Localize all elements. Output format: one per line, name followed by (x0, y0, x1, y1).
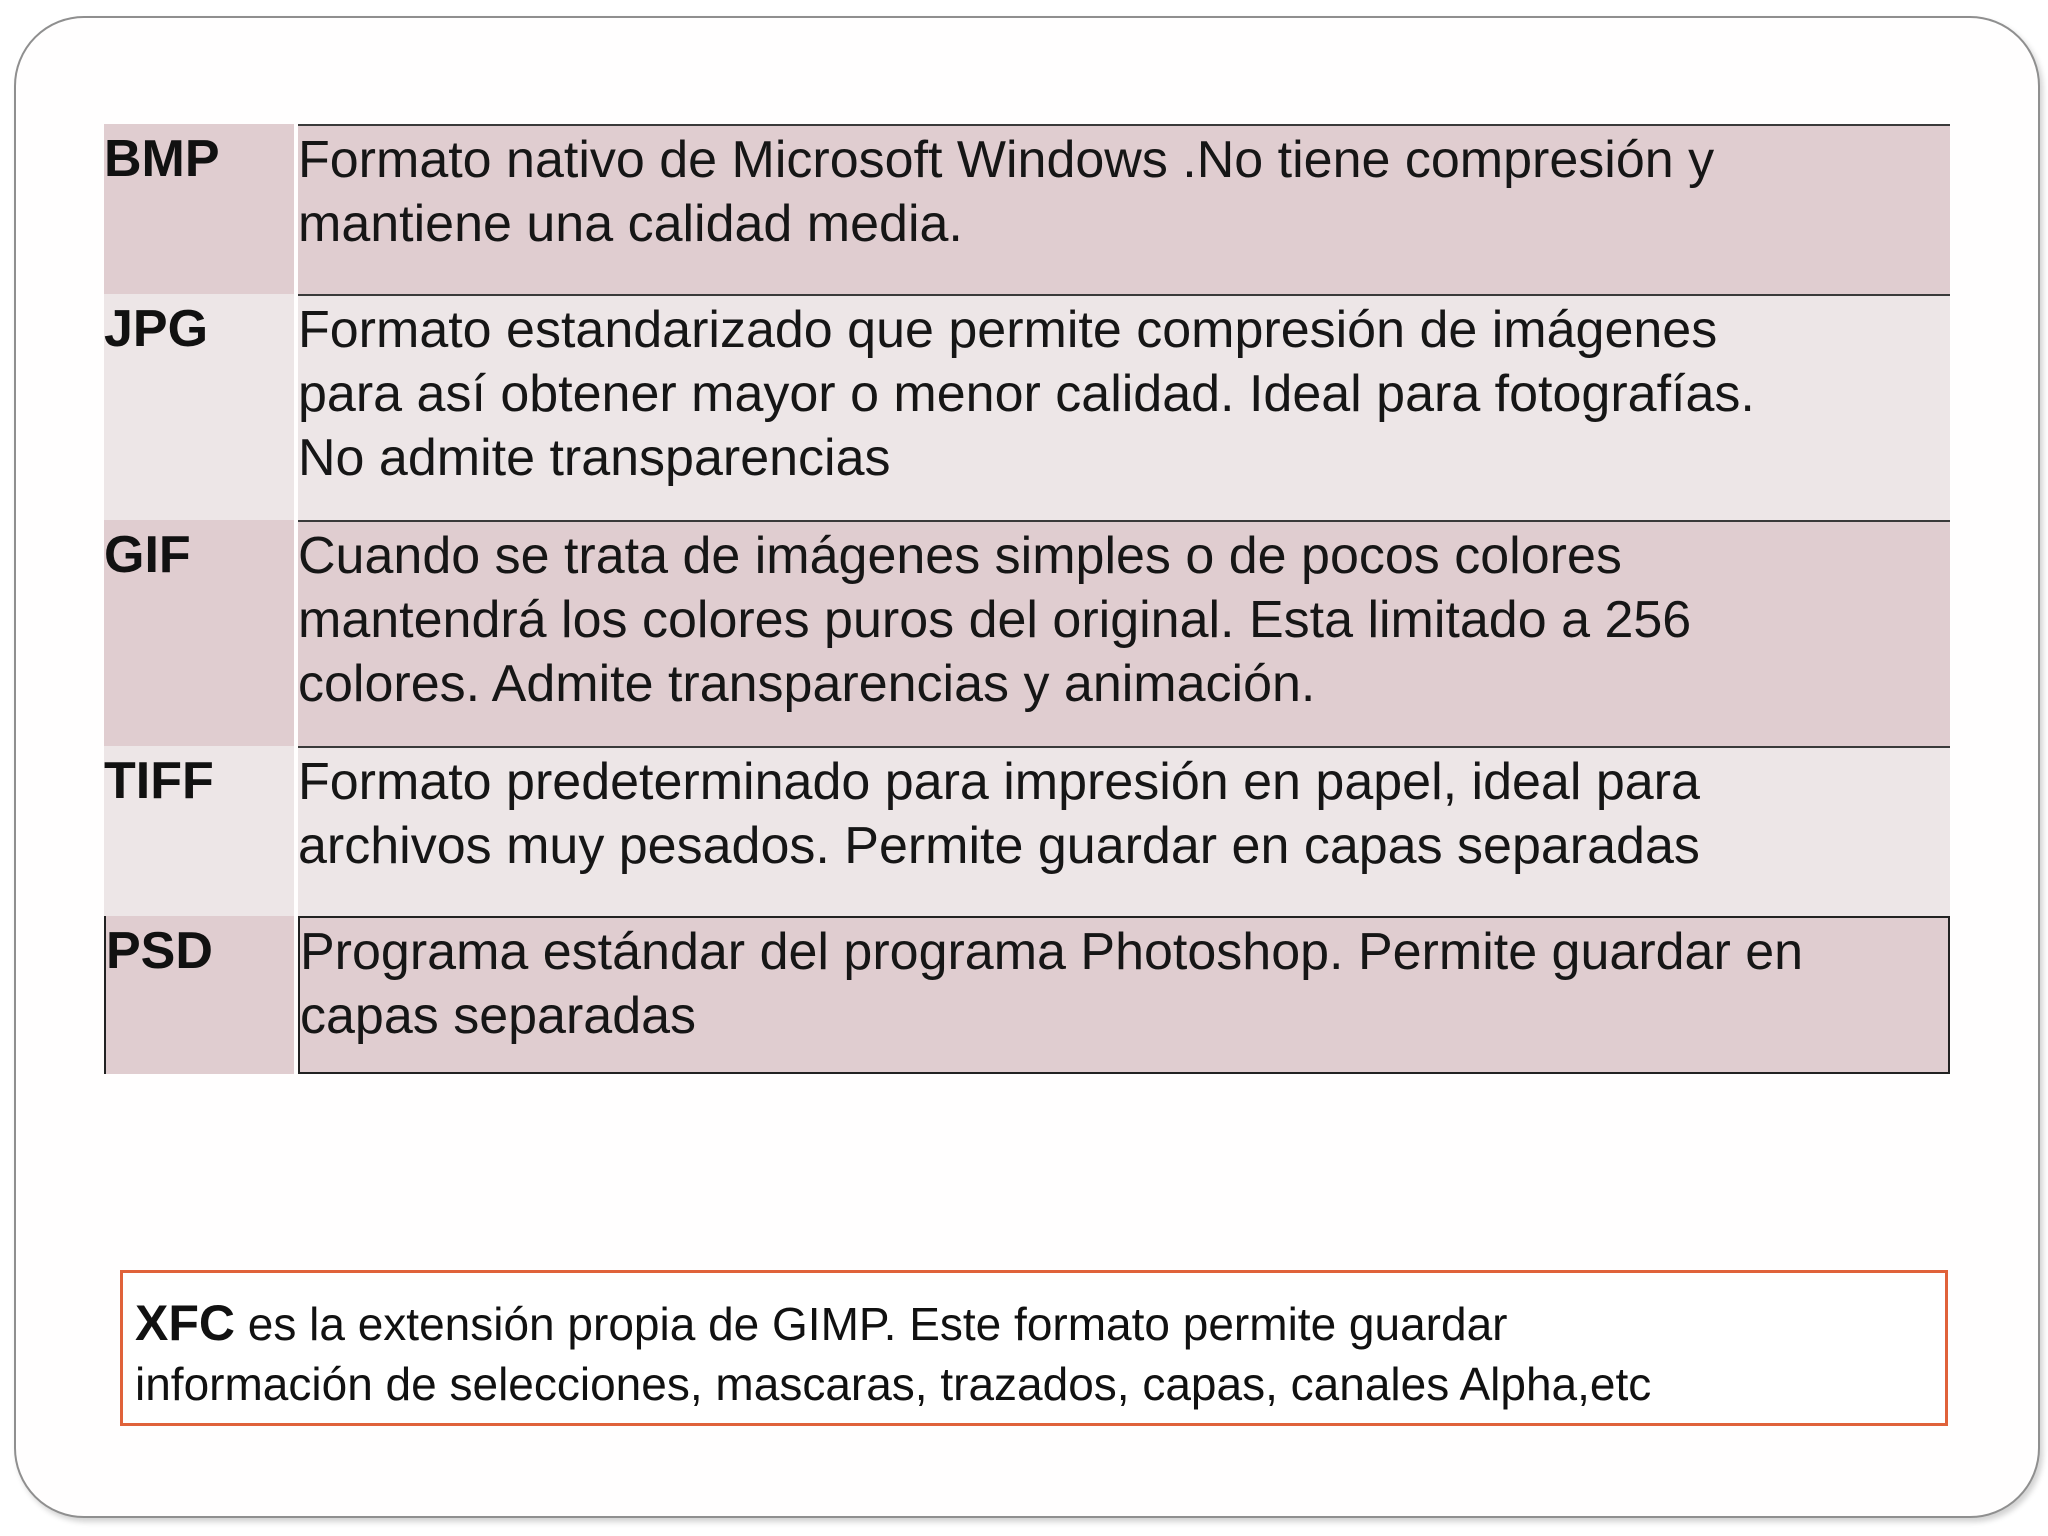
description-line: No admite transparencias (298, 429, 891, 487)
description-line: capas separadas (300, 987, 697, 1045)
note-line (135, 1293, 1933, 1354)
format-name: JPG (104, 294, 294, 520)
description-line: colores. Admite transparencias y animación. (298, 655, 1316, 713)
format-description (298, 294, 1950, 520)
description-line: mantiene una calidad media. (298, 195, 963, 253)
format-description (298, 746, 1950, 916)
format-name: PSD (104, 916, 294, 1074)
note-text: es la extensión propia de GIMP. Este formato permite guardar (235, 1298, 1508, 1350)
format-row-jpg (104, 294, 1950, 520)
format-name: BMP (104, 124, 294, 294)
description-line: Formato estandarizado que permite compresión de imágenes (298, 301, 1718, 359)
format-name: GIF (104, 520, 294, 746)
format-name: TIFF (104, 746, 294, 916)
format-description (298, 520, 1950, 746)
format-row-tiff (104, 746, 1950, 916)
format-row-bmp (104, 124, 1950, 294)
description-line: Formato nativo de Microsoft Windows .No tiene compresión y (298, 131, 1715, 189)
note-key: XFC (135, 1295, 235, 1351)
xfc-note-box (120, 1270, 1948, 1426)
note-line: información de selecciones, mascaras, trazados, capas, canales Alpha,etc (135, 1358, 1652, 1410)
description-line: Cuando se trata de imágenes simples o de pocos colores (298, 527, 1622, 585)
format-description (298, 916, 1950, 1074)
description-line: Formato predeterminado para impresión en papel, ideal para (298, 753, 1700, 811)
format-row-psd (104, 916, 1950, 1074)
formats-table (104, 124, 1950, 1074)
format-description (298, 124, 1950, 294)
description-line: para así obtener mayor o menor calidad. Ideal para fotografías. (298, 365, 1755, 423)
description-line: Programa estándar del programa Photoshop. Permite guardar en (300, 923, 1804, 981)
description-line: mantendrá los colores puros del original. Esta limitado a 256 (298, 591, 1692, 649)
format-row-gif (104, 520, 1950, 746)
description-line: archivos muy pesados. Permite guardar en capas separadas (298, 817, 1700, 875)
